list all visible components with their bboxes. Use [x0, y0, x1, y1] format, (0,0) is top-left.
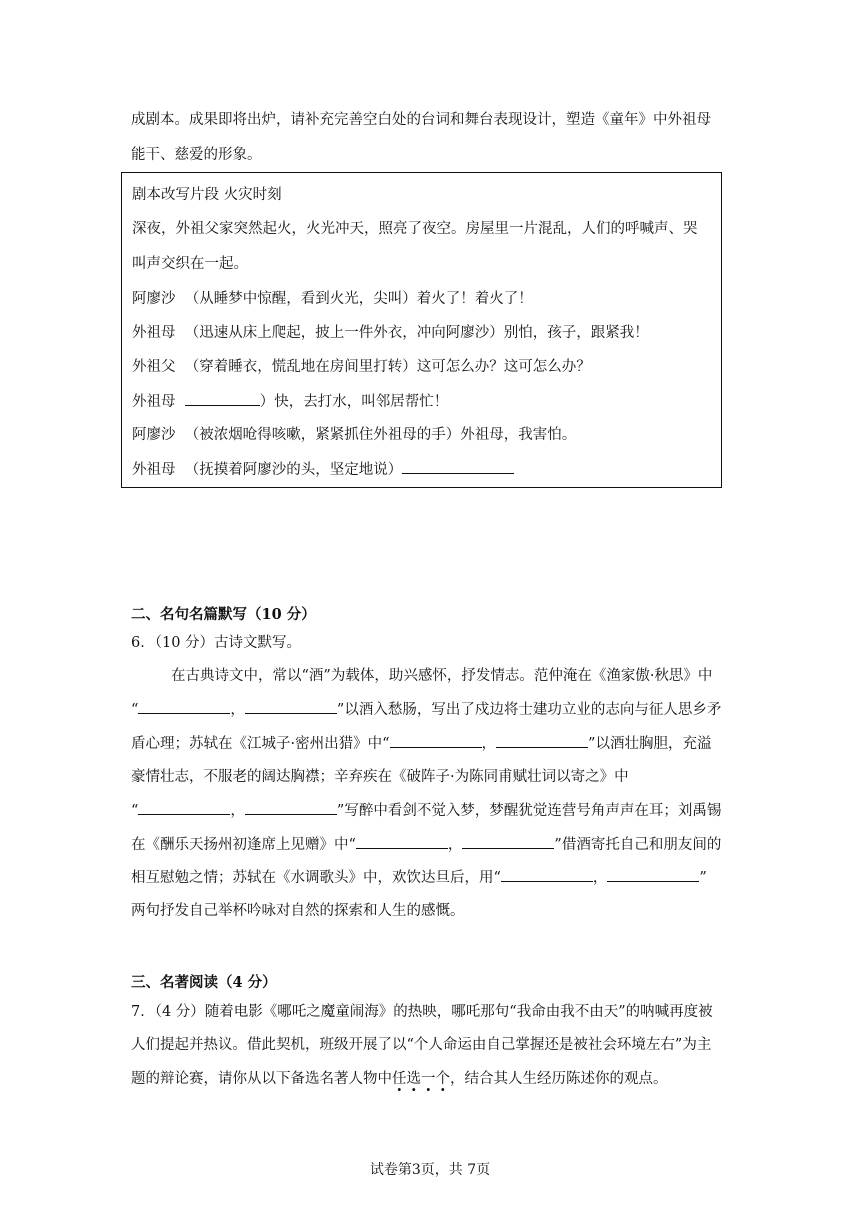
dialogue-text: （抚摸着阿廖沙的头，坚定地说）	[184, 462, 403, 478]
dialogue-line	[132, 460, 514, 479]
emphasis-char: 一	[421, 1071, 436, 1087]
dialogue-text: （从睡梦中惊醒，看到火光，尖叫）着火了！着火了！	[184, 291, 533, 307]
intro-line-1: 成剧本。成果即将出炉，请补充完善空白处的台词和舞台表现设计，塑造《童年》中外祖母	[131, 112, 711, 128]
script-title: 剧本改写片段 火灾时刻	[132, 187, 282, 203]
speaker-name: 阿廖沙	[132, 427, 176, 443]
speaker-name: 外祖母	[132, 325, 176, 341]
dialogue-line	[132, 426, 576, 444]
answer-blank[interactable]	[138, 700, 230, 714]
answer-blank[interactable]	[390, 734, 482, 748]
speaker-name: 阿廖沙	[132, 291, 176, 307]
poetry-paragraph-line: “ ， ”写醉中看剑不觉入梦，梦醒犹觉连营号角声声在耳；刘禹锡	[131, 803, 722, 819]
answer-blank[interactable]	[496, 734, 588, 748]
answer-blank[interactable]	[245, 700, 337, 714]
page-footer: 试卷第3页，共 7页	[369, 1162, 491, 1178]
question-7-line: 人们提起并热议。借此契机，班级开展了以“个人命运由自己掌握还是被社会环境左右”为主	[131, 1037, 712, 1053]
poetry-paragraph-line: 两句抒发自己举杯吟咏对自然的探索和人生的感慨。	[131, 903, 465, 919]
answer-blank[interactable]	[245, 801, 337, 815]
poetry-paragraph-line: 在古典诗文中，常以“酒”为载体，助兴感怀，抒发情志。范仲淹在《渔家傲·秋思》中	[171, 668, 713, 684]
poetry-paragraph-line: “ ， ”以酒入愁肠，写出了戍边将士建功立业的志向与征人思乡矛	[131, 702, 722, 718]
speaker-name: 外祖母	[132, 462, 176, 478]
scene-description-line-1: 深夜，外祖父家突然起火，火光冲天，照亮了夜空。房屋里一片混乱，人们的呼喊声、哭	[132, 221, 698, 237]
dialogue-text: （穿着睡衣，慌乱地在房间里打转）这可怎么办？这可怎么办？	[184, 359, 591, 375]
answer-blank[interactable]	[185, 392, 260, 406]
dialogue-text: （被浓烟呛得咳嗽，紧紧抓住外祖母的手）外祖母，我害怕。	[184, 427, 577, 443]
question-7-line: 7．（4 分）随着电影《哪吒之魔童闹海》的热映，哪吒那句“我命由我不由天”的呐喊再度被	[131, 1004, 713, 1020]
poetry-paragraph-line: 在《酬乐天扬州初逢席上见赠》中“ ， ”借酒寄托自己和朋友间的	[131, 837, 722, 853]
dialogue-line	[132, 392, 448, 411]
answer-blank[interactable]	[138, 801, 230, 815]
script-excerpt-box	[121, 172, 722, 488]
scene-description-line-2: 叫声交织在一起。	[132, 256, 248, 272]
dialogue-line	[132, 358, 591, 376]
speaker-name: 外祖母	[132, 394, 176, 410]
section-2-heading: 二、名句名篇默写（10 分）	[131, 606, 316, 623]
answer-blank[interactable]	[402, 460, 514, 474]
dialogue-line	[132, 290, 533, 308]
answer-blank[interactable]	[356, 835, 448, 849]
answer-blank[interactable]	[462, 835, 554, 849]
emphasis-char: 个	[435, 1071, 450, 1087]
poetry-paragraph-line: 盾心理；苏轼在《江城子·密州出猎》中“ ， ”以酒壮胸胆，充溢	[131, 736, 712, 752]
emphasis-char: 选	[406, 1071, 421, 1087]
poetry-paragraph-line: 相互慰勉之情；苏轼在《水调歌头》中，欢饮达旦后，用“ ， ”	[131, 870, 707, 886]
answer-blank[interactable]	[501, 868, 593, 882]
question-6: 6．（10 分）古诗文默写。	[131, 635, 302, 651]
emphasis-char: 任	[392, 1071, 407, 1087]
dialogue-text: （迅速从床上爬起，披上一件外衣，冲向阿廖沙）别怕，孩子，跟紧我！	[184, 325, 649, 341]
speaker-name: 外祖父	[132, 359, 176, 375]
dialogue-text: ）快，去打水，叫邻居帮忙！	[259, 394, 449, 410]
dialogue-line	[132, 324, 649, 342]
section-3-heading: 三、名著阅读（4 分）	[131, 974, 277, 991]
intro-line-2: 能干、慈爱的形象。	[131, 147, 262, 163]
poetry-paragraph-line: 豪情壮志，不服老的阔达胸襟；辛弃疾在《破阵子·为陈同甫赋壮词以寄之》中	[131, 769, 629, 785]
question-7-line: 题的辩论赛，请你从以下备选名著人物中任选一个，结合其人生经历陈述你的观点。	[131, 1071, 668, 1087]
answer-blank[interactable]	[607, 868, 699, 882]
